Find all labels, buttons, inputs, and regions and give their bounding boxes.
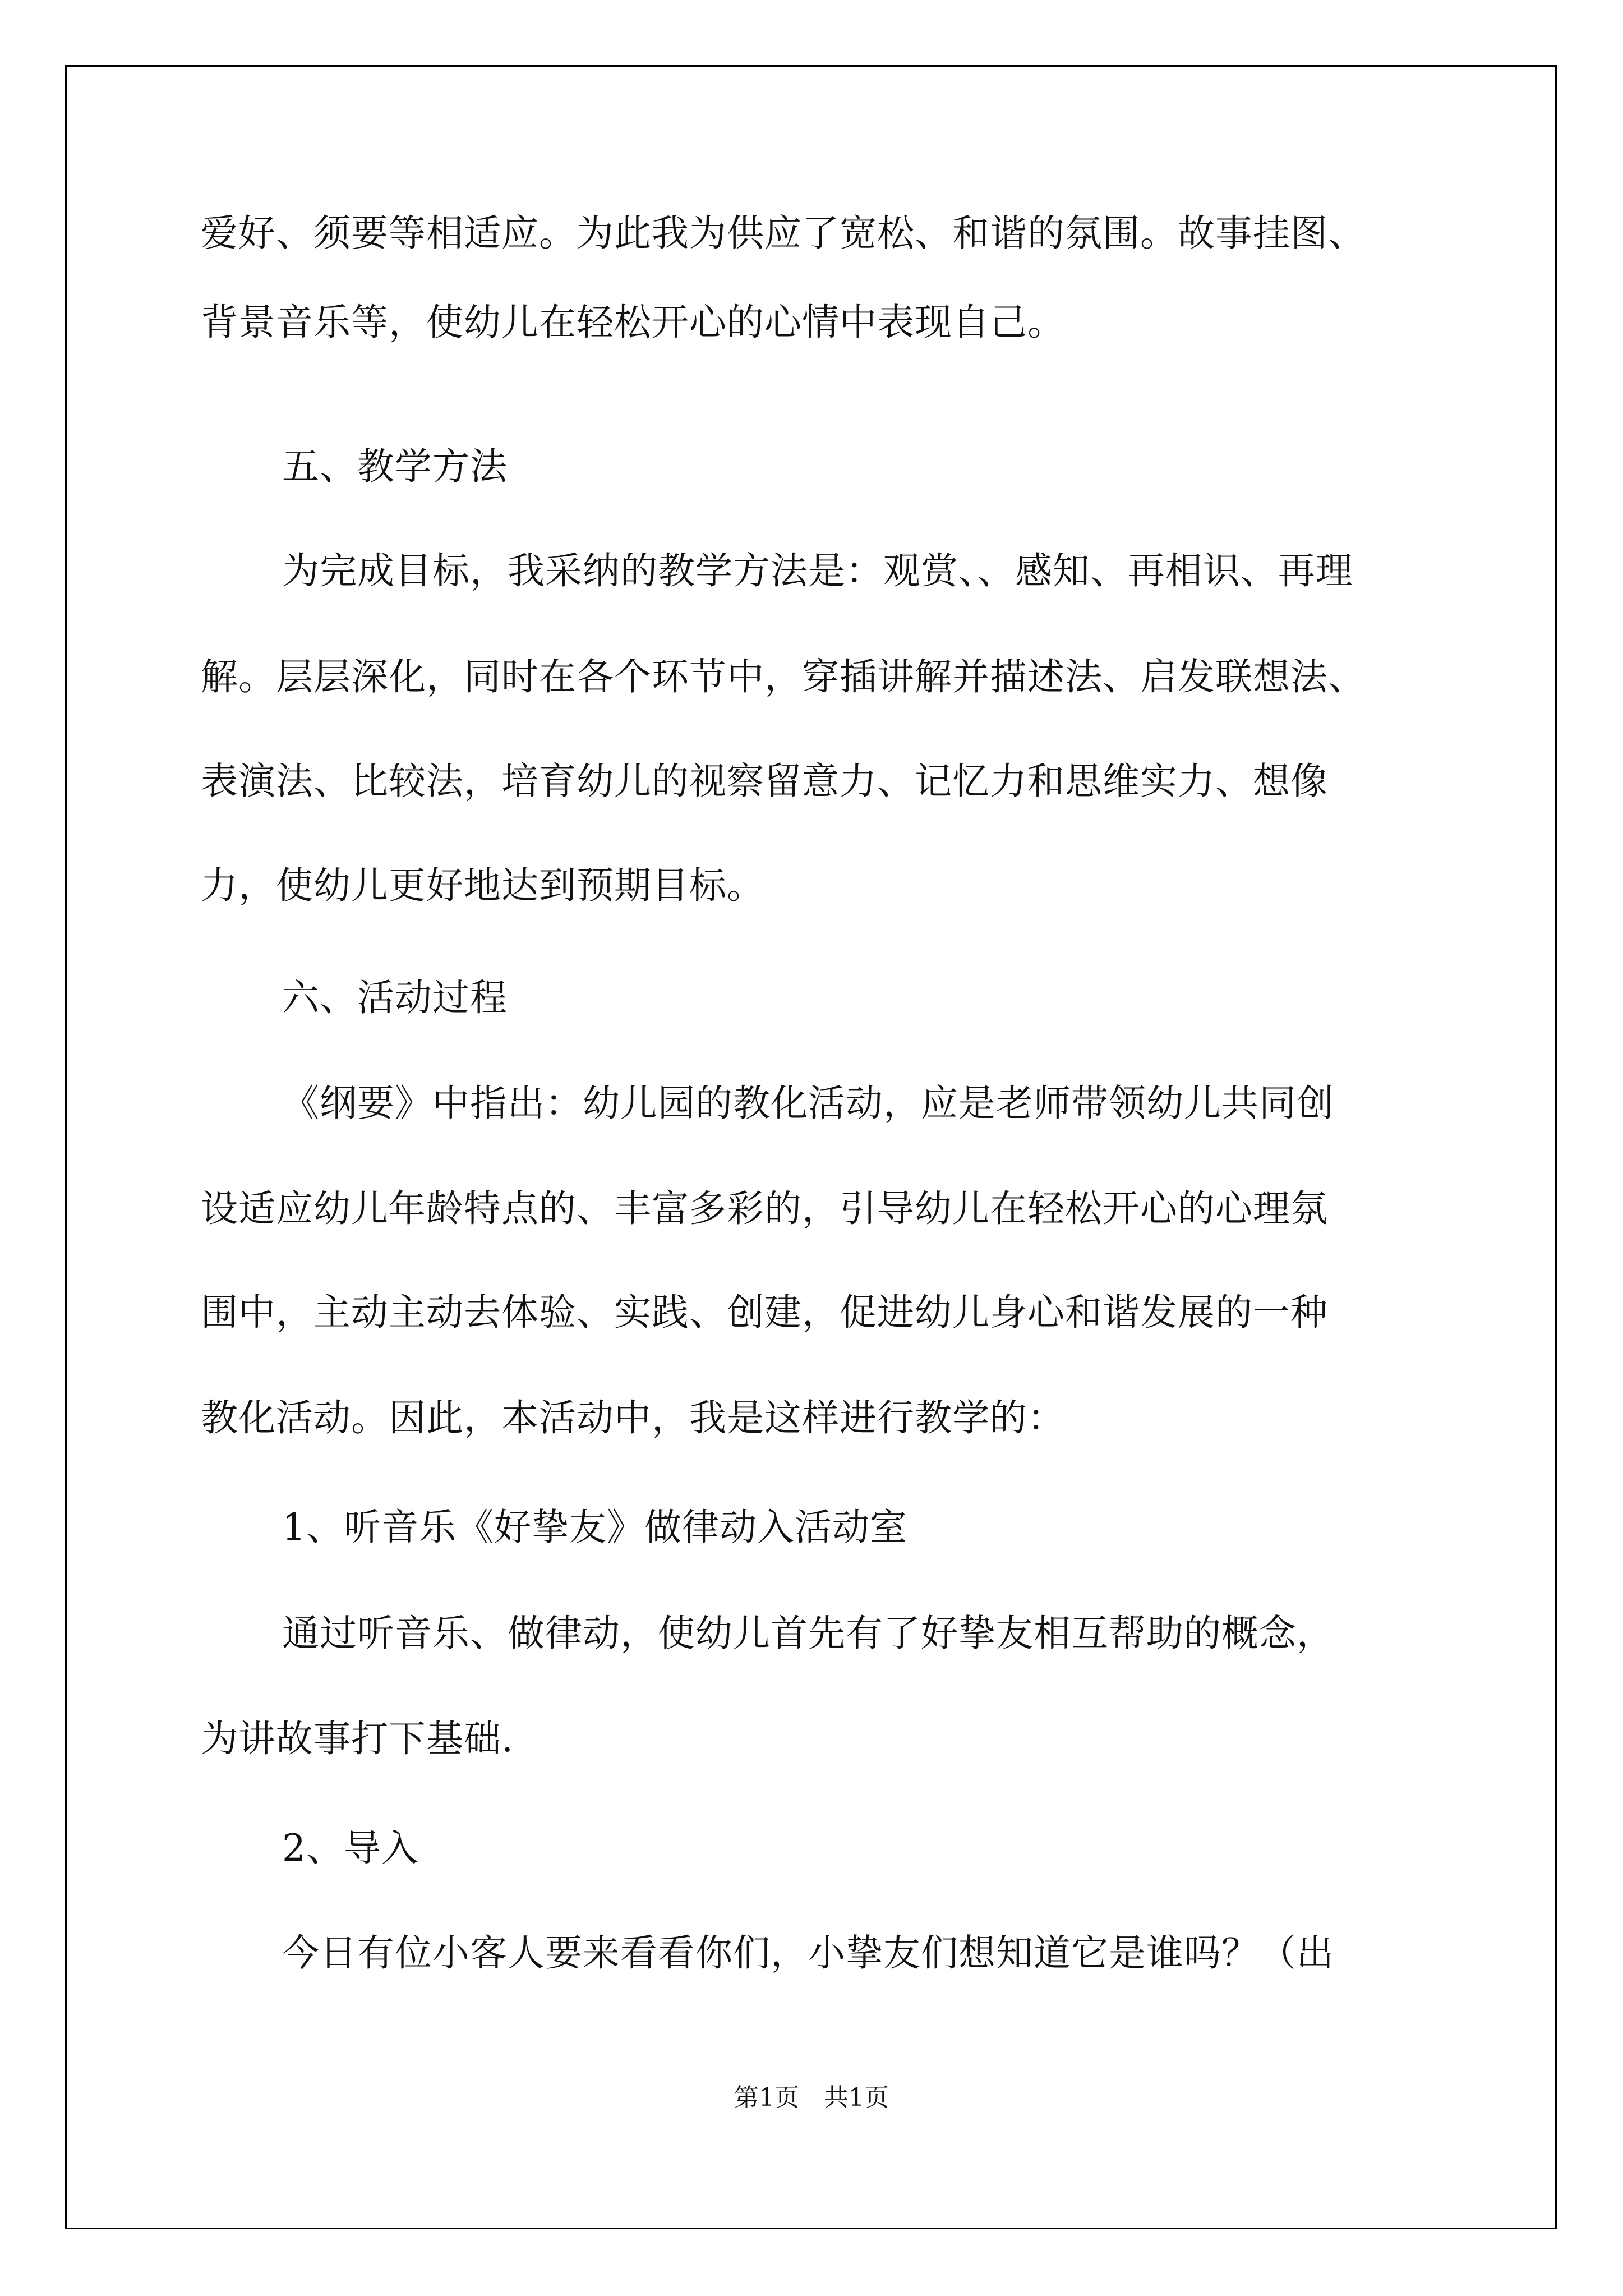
body-line: 力，使幼儿更好地达到预期目标。 [201,864,764,907]
body-line: 爱好、须要等相适应。为此我为供应了宽松、和谐的氛围。故事挂图、 [201,211,1366,255]
body-line: 背景音乐等，使幼儿在轻松开心的心情中表现自己。 [201,301,1065,344]
page-border [65,65,1557,2229]
body-line: 今日有位小客人要来看看你们，小挚友们想知道它是谁吗？（出 [282,1931,1334,1975]
body-line: 解。层层深化，同时在各个环节中，穿插讲解并描述法、启发联想法、 [201,655,1366,698]
subsection-heading: 2、导入 [282,1826,419,1870]
body-line: 设适应幼儿年龄特点的、丰富多彩的，引导幼儿在轻松开心的心理氛 [201,1187,1328,1230]
section-heading: 五、教学方法 [282,445,508,488]
body-line: 通过听音乐、做律动，使幼儿首先有了好挚友相互帮助的概念， [282,1612,1334,1655]
subsection-heading: 1、听音乐《好挚友》做律动入活动室 [282,1506,907,1549]
body-line: 教化活动。因此，本活动中，我是这样进行教学的： [201,1396,1065,1439]
body-line: 为完成目标，我采纳的教学方法是：观赏、、感知、再相识、再理 [282,549,1353,592]
body-line: 围中，主动主动去体验、实践、创建，促进幼儿身心和谐发展的一种 [201,1291,1328,1334]
body-line: 为讲故事打下基础. [201,1717,514,1760]
page-number: 第1页 共1页 [734,2083,889,2112]
body-line: 《纲要》中指出：幼儿园的教化活动，应是老师带领幼儿共同创 [282,1082,1334,1125]
section-heading: 六、活动过程 [282,976,508,1019]
body-line: 表演法、比较法，培育幼儿的视察留意力、记忆力和思维实力、想像 [201,760,1328,803]
